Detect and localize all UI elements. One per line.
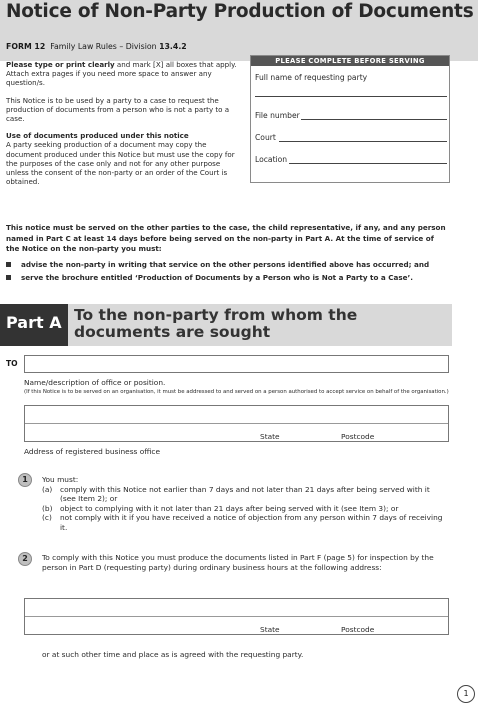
instructions-text: and mark [X] all boxes that apply. Attach extra pages if you need more space to answer any question/s. bbox=[6, 60, 237, 88]
full-name-field[interactable] bbox=[255, 96, 447, 97]
bullet-square-icon bbox=[6, 262, 11, 267]
use-heading: Use of documents produced under this notice bbox=[6, 131, 189, 141]
inspection-address-field[interactable] bbox=[24, 598, 449, 635]
state-label-2: State bbox=[260, 625, 280, 634]
form-rules: Family Law Rules – Division bbox=[50, 42, 157, 51]
sub-text: not comply with it if you have received a notice of objection from any person within 7 days of receiving it. bbox=[60, 513, 443, 532]
intro-purpose: This Notice is to be used by a party to a case to request the production of documents from a person who is not a party to a case. bbox=[6, 95, 230, 124]
name-description-text: Name/description of office or position. bbox=[24, 378, 166, 387]
form-division: 13.4.2 bbox=[159, 42, 187, 51]
item-2-number-icon: 2 bbox=[18, 552, 32, 566]
file-number-field[interactable] bbox=[301, 119, 447, 120]
list-item bbox=[42, 504, 447, 514]
name-description-label bbox=[24, 378, 165, 387]
to-label: TO bbox=[6, 359, 18, 368]
bullet-text: serve the brochure entitled ‘Production of Documents by a Person who is Not a Party to a Case’. bbox=[21, 273, 414, 282]
list-item bbox=[42, 485, 447, 504]
page-number: 1 bbox=[457, 685, 475, 703]
list-item bbox=[6, 273, 446, 286]
form-number: FORM 12 bbox=[6, 42, 46, 51]
bullet-square-icon bbox=[6, 275, 11, 280]
bullet-text: advise the non-party in writing that service on the other persons identified above has occurred; and bbox=[21, 260, 430, 269]
form-reference bbox=[6, 42, 187, 51]
name-note-text: (If this Notice is to be served on an organisation, it must be addressed to and served on a person authorised to accept service on behalf of the organisation.) bbox=[24, 389, 449, 395]
court-field[interactable] bbox=[279, 141, 447, 142]
part-a-title: To the non-party from whom the documents are sought bbox=[74, 306, 358, 341]
use-text: A party seeking production of a document may copy the document produced under this Notice but must use the copy for the purposes of the case only and not for any other purpose unless the consent of the non-party or an order of the Court is obtained. bbox=[6, 140, 235, 187]
list-item bbox=[6, 260, 446, 273]
item-1 bbox=[42, 475, 447, 533]
address-divider bbox=[25, 423, 448, 424]
panel-heading: PLEASE COMPLETE BEFORE SERVING bbox=[251, 56, 449, 66]
intro-instructions bbox=[6, 60, 244, 88]
location-field[interactable] bbox=[289, 163, 447, 164]
sub-tag: (a) bbox=[42, 484, 53, 494]
inspection-address-divider bbox=[25, 616, 448, 617]
sub-tag: (c) bbox=[42, 513, 52, 523]
postcode-label: Postcode bbox=[341, 432, 375, 441]
recipient-name-field[interactable] bbox=[24, 355, 449, 373]
sub-text: comply with this Notice not earlier than 7 days and not later than 21 days after being served with it (see Item 2); or bbox=[60, 484, 430, 504]
item-2-closing: or at such other time and place as is agreed with the requesting party. bbox=[42, 650, 304, 659]
document-title: Notice of Non-Party Production of Documents bbox=[6, 1, 474, 22]
full-name-label: Full name of requesting party bbox=[255, 73, 368, 82]
file-number-label: File number bbox=[255, 111, 300, 120]
list-item bbox=[42, 513, 447, 532]
item-1-intro: You must: bbox=[42, 475, 79, 484]
requesting-party-panel bbox=[250, 55, 450, 183]
sub-text: object to complying with it not later than 21 days after being served with it (see Item 3); or bbox=[60, 503, 399, 513]
part-a-label: Part A bbox=[0, 304, 68, 346]
service-notice: This notice must be served on the other parties to the case, the child representative, if any, and any person named in Part C at least 14 days before being served on the non-party in Part A. At the time of service of the Notice on the non-party you must: bbox=[6, 223, 446, 254]
postcode-label-2: Postcode bbox=[341, 625, 375, 634]
item-2-text: To comply with this Notice you must produce the documents listed in Part F (page 5) for inspection by the person in Part D (requesting party) during ordinary business hours at the following address: bbox=[42, 553, 434, 572]
instructions-bold: Please type or print clearly bbox=[6, 60, 115, 69]
service-bullets bbox=[6, 260, 446, 286]
intro-column bbox=[6, 60, 244, 194]
location-label: Location bbox=[255, 155, 288, 164]
state-label: State bbox=[260, 432, 280, 441]
name-description-note bbox=[24, 388, 450, 396]
item-1-number-icon: 1 bbox=[18, 473, 32, 487]
court-label: Court bbox=[255, 133, 276, 142]
business-address-field[interactable] bbox=[24, 405, 449, 442]
sub-tag: (b) bbox=[42, 503, 53, 513]
address-label: Address of registered business office bbox=[24, 447, 161, 456]
